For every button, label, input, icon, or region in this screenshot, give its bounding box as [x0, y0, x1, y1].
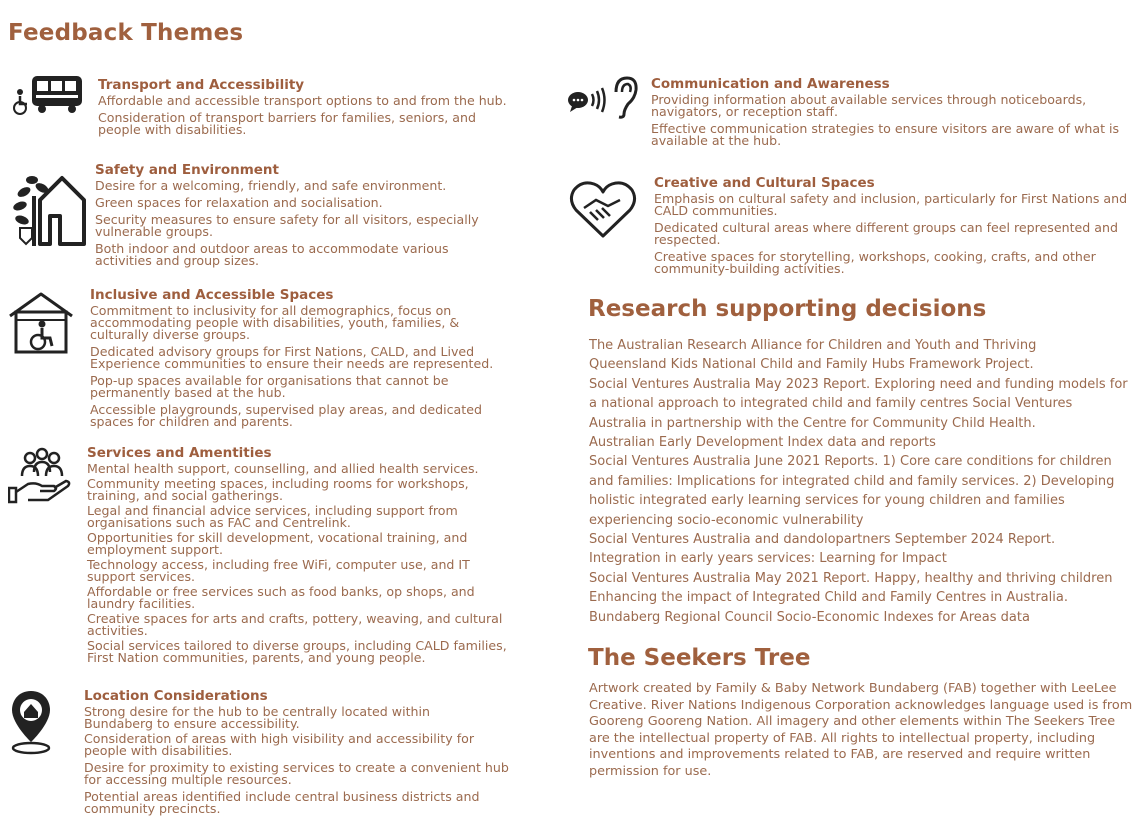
theme-point: Affordable or free services such as food banks, op shops, and laundry facilities. — [87, 584, 475, 611]
theme-inclusive-accessible-spaces — [90, 287, 540, 433]
bus-wheelchair-icon — [12, 72, 84, 118]
theme-point: Opportunities for skill development, vocational training, and employment support. — [87, 530, 468, 557]
reference-line: Bundaberg Regional Council Socio-Economic Indexes for Areas data — [589, 609, 1030, 625]
heart-handshake-icon — [568, 178, 638, 240]
tree-house-icon — [10, 166, 86, 248]
reference-line: Australia in partnership with the Centre for Community Child Health. — [589, 415, 1036, 431]
theme-point: Desire for proximity to existing services to create a convenient hub for accessing multiple resources. — [84, 760, 509, 787]
theme-point: Accessible playgrounds, supervised play areas, and dedicated spaces for children and parents. — [90, 402, 482, 429]
accessible-building-icon — [6, 290, 76, 356]
theme-point: Providing information about available services through noticeboards, navigators, or reception staff. — [651, 92, 1087, 119]
theme-title: Services and Amentities — [87, 445, 272, 461]
theme-location-considerations — [84, 688, 534, 820]
theme-point: Creative spaces for arts and crafts, pottery, weaving, and cultural activities. — [87, 611, 503, 638]
reference-line: Integration in early years services: Learning for Impact — [589, 551, 947, 567]
seekers-title: The Seekers Tree — [588, 645, 811, 671]
reference-line: Queensland Kids National Child and Family Hubs Framework Project. — [589, 357, 1034, 373]
theme-point: Legal and financial advice services, including support from organisations such as FAC and Centrelink. — [87, 503, 458, 530]
page-title: Feedback Themes — [8, 20, 244, 46]
theme-point: Consideration of areas with high visibility and accessibility for people with disabilities. — [84, 731, 475, 758]
theme-services-amentities — [87, 445, 542, 669]
reference-line: Enhancing the impact of Integrated Child and Family Centres in Australia. — [589, 590, 1068, 606]
theme-point: Strong desire for the hub to be centrally located within Bundaberg to ensure accessibility. — [84, 704, 430, 731]
reference-line: Social Ventures Australia June 2021 Reports. 1) Core care conditions for children — [589, 454, 1112, 470]
reference-line: and families: Implications for integrated child and family services. 2) Developing — [589, 473, 1115, 489]
reference-line: experiencing socio-economic vulnerability — [589, 512, 864, 528]
theme-title: Location Considerations — [84, 688, 268, 704]
research-references — [589, 336, 1145, 627]
theme-point: Pop-up spaces available for organisations that cannot be permanently based at the hub. — [90, 373, 449, 400]
theme-point: Dedicated cultural areas where different groups can feel represented and respected. — [654, 220, 1118, 247]
location-pin-icon — [6, 688, 56, 756]
theme-transport-accessibility — [98, 77, 548, 141]
theme-point: Affordable and accessible transport options to and from the hub. — [98, 93, 507, 108]
reference-line: holistic integrated early learning services for young children and families — [589, 493, 1065, 509]
reference-line: Social Ventures Australia May 2021 Report. Happy, healthy and thriving children — [589, 570, 1113, 586]
theme-title: Safety and Environment — [95, 162, 279, 178]
theme-point: Social services tailored to diverse groups, including CALD families, First Nation communities, parents, and young people. — [87, 638, 507, 665]
theme-point: Technology access, including free WiFi, computer use, and IT support services. — [87, 557, 470, 584]
seekers-text: Artwork created by Family & Baby Network Bundaberg (FAB) together with LeeLee Creative. River Nations Indigenous Corporation acknowledges language used is from Gooreng Gooreng Nation. All imagery and other elements within The Seekers Tree are the intellectual property of FAB. All rights to intellectual property, including inventions and improvements related to FAB, are reserved and require written permission for use. — [589, 681, 1133, 779]
reference-line: Social Ventures Australia May 2023 Report. Exploring need and funding models for — [589, 376, 1128, 392]
theme-point: Desire for a welcoming, friendly, and safe environment. — [95, 178, 447, 193]
reference-line: a national approach to integrated child and family centres Social Ventures — [589, 396, 1073, 412]
theme-communication-awareness — [651, 76, 1141, 152]
theme-point: Green spaces for relaxation and socialisation. — [95, 195, 383, 210]
theme-title: Inclusive and Accessible Spaces — [90, 287, 334, 303]
theme-point: Community meeting spaces, including rooms for workshops, training, and social gatherings. — [87, 476, 469, 503]
theme-point: Dedicated advisory groups for First Nations, CALD, and Lived Experience communities to ensure their needs are represented. — [90, 344, 494, 371]
speech-ear-icon — [566, 74, 640, 120]
theme-point: Emphasis on cultural safety and inclusion, particularly for First Nations and CALD communities. — [654, 191, 1128, 218]
hand-people-icon — [8, 446, 74, 506]
reference-line: Social Ventures Australia and dandolopartners September 2024 Report. — [589, 532, 1056, 548]
theme-point: Potential areas identified include central business districts and community precincts. — [84, 789, 480, 816]
theme-point: Consideration of transport barriers for families, seniors, and people with disabilities. — [98, 110, 476, 137]
theme-point: Commitment to inclusivity for all demographics, focus on accommodating people with disabilities, youth, families, & culturally diverse groups. — [90, 303, 460, 342]
theme-point: Creative spaces for storytelling, workshops, cooking, crafts, and other community-building activities. — [654, 249, 1096, 276]
theme-point: Mental health support, counselling, and allied health services. — [87, 461, 479, 476]
research-title: Research supporting decisions — [588, 296, 987, 322]
theme-point: Security measures to ensure safety for all visitors, especially vulnerable groups. — [95, 212, 479, 239]
theme-title: Creative and Cultural Spaces — [654, 175, 875, 191]
reference-line: The Australian Research Alliance for Children and Youth and Thriving — [589, 338, 1037, 353]
theme-title: Transport and Accessibility — [98, 77, 305, 93]
reference-line: Australian Early Development Index data and reports — [589, 435, 936, 451]
theme-creative-cultural-spaces — [654, 175, 1139, 280]
theme-point: Both indoor and outdoor areas to accommodate various activities and group sizes. — [95, 241, 449, 268]
theme-point: Effective communication strategies to ensure visitors are aware of what is available at the hub. — [651, 121, 1120, 148]
theme-title: Communication and Awareness — [651, 76, 890, 92]
theme-safety-environment — [95, 162, 545, 272]
